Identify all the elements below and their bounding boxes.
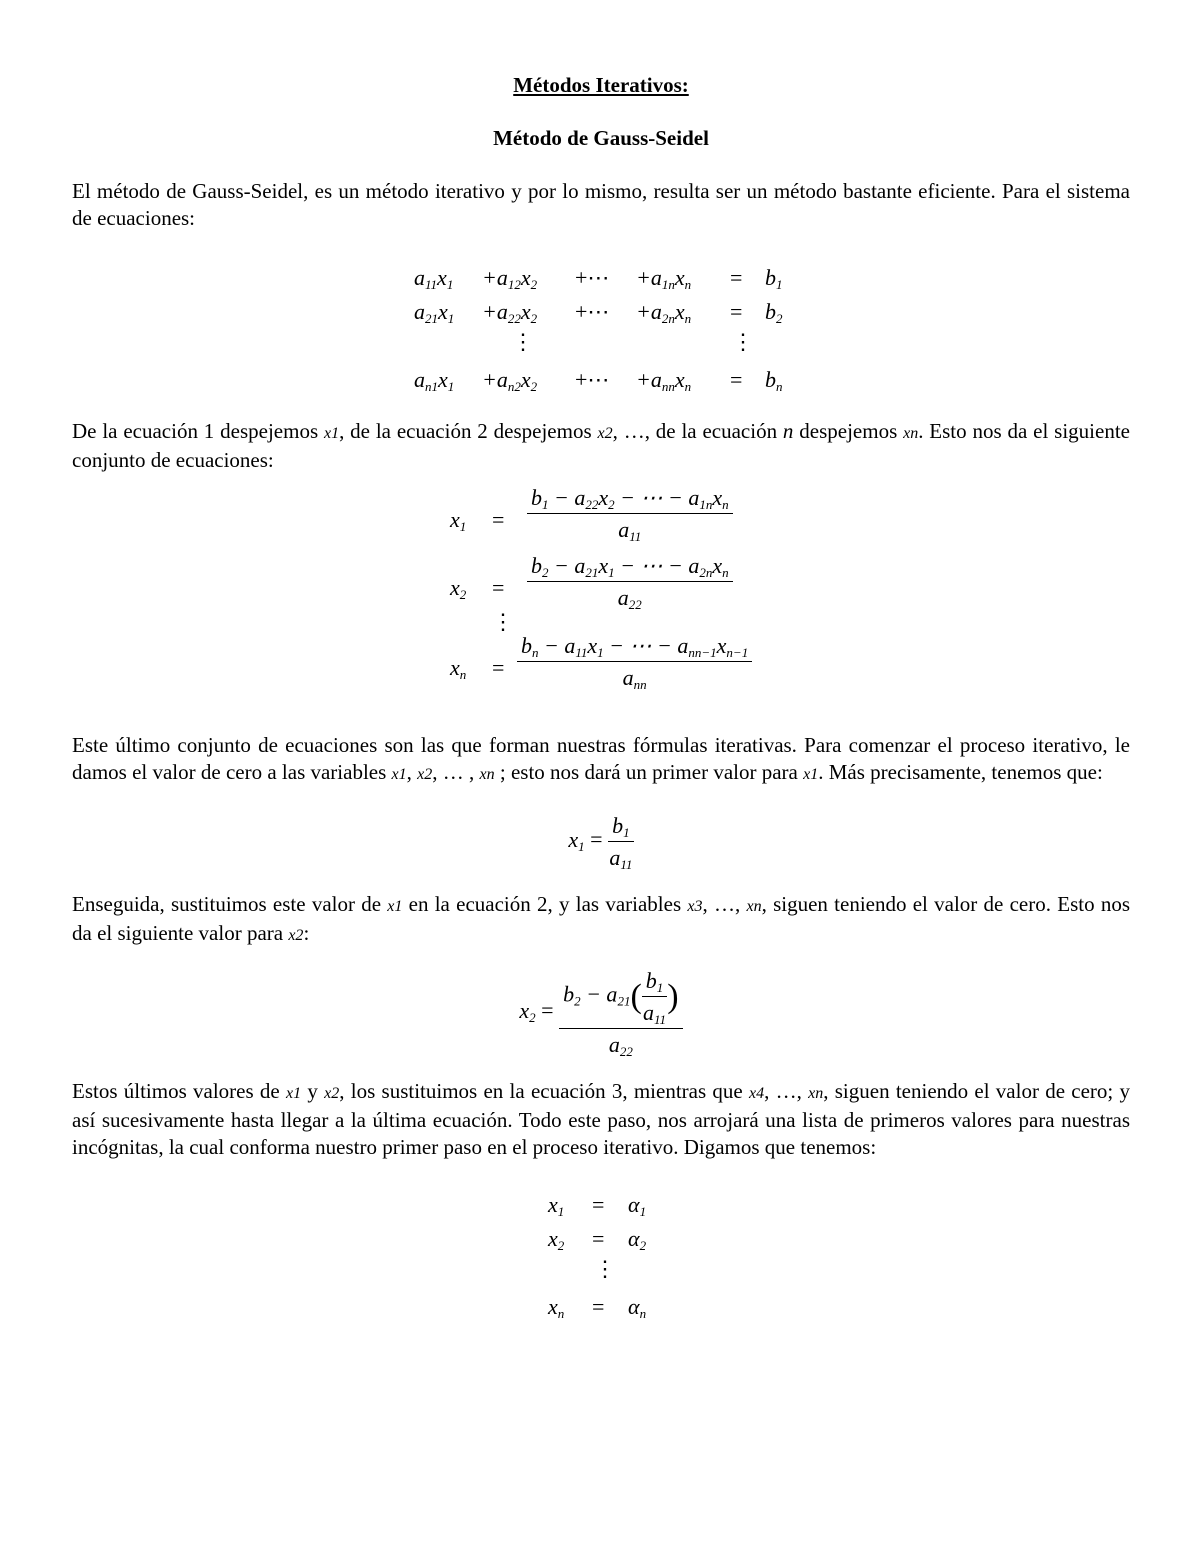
eq-rhs: $b_1$ <box>765 265 783 292</box>
eq-term: +⋯ <box>575 299 610 324</box>
formula-x1: $\frac{b_1 - a_{22}x_2 - \cdots - a_{1n}x_n}{a_{11}}$ <box>527 484 733 543</box>
formula-lhs: $x_n$ <box>450 655 467 682</box>
document-title: Métodos Iterativos: <box>513 73 689 97</box>
paragraph-iterativas: Este último conjunto de ecuaciones son las que forman nuestras fórmulas iterativas. Para comenzar el proceso iterativo, le damos el valor de cero a las variables x1, x2, … , xn ; esto nos dará un primer valor para x1. Más precisamente, tenemos que: <box>72 733 1130 784</box>
linear-system <box>72 256 1130 396</box>
eq-term: +⋯ <box>575 367 610 392</box>
eq-term: $+a_{nn}x_n$ <box>636 367 692 394</box>
eq-term: $+a_{1n}x_n$ <box>636 265 692 292</box>
eq-term: $+a_{22}x_2$ <box>482 299 538 326</box>
formula-lhs: $x_2$ <box>450 575 467 602</box>
formula-x1-initial: $x_1$ = $\frac{b_1}{a_{11}}$ <box>568 813 633 872</box>
formula-lhs: $x_1$ <box>450 507 467 534</box>
eq-rhs: $b_n$ <box>765 367 783 394</box>
first-iteration-values: $x_1$ = $\alpha_1$ $x_2$ = $\alpha_2$ ⋮ $x_n$ = $\alpha_n$ <box>548 1192 647 1321</box>
eq-equals: = <box>730 265 743 290</box>
vdots: ⋮ <box>492 609 514 634</box>
formula-x2-initial: $x_2$ = $b_2 - a_{21}$( $\frac{b_1}{a_{11}}$ ) $a_{22}$ <box>72 967 1130 1058</box>
intro-paragraph: El método de Gauss-Seidel, es un método iterativo y por lo mismo, resulta ser un método bastante eficiente. Para el sistema de ecuaciones: <box>72 179 1130 230</box>
vdots: ⋮ <box>732 329 754 354</box>
eq-term: $+a_{n2}x_2$ <box>482 367 538 394</box>
eq-term: $+a_{2n}x_n$ <box>636 299 692 326</box>
eq-rhs: $b_2$ <box>765 299 783 326</box>
formula-xn: $\frac{b_n - a_{11}x_1 - \cdots - a_{nn-1}x_{n-1}}{a_{nn}}$ <box>517 632 752 691</box>
vdots: ⋮ <box>512 329 534 354</box>
paragraph-sustituimos: Enseguida, sustituimos este valor de x1 en la ecuación 2, y las variables x3, …, xn, siguen teniendo el valor de cero. Esto nos da el siguiente valor para x2: <box>72 892 1130 945</box>
eq-term: $a_{21}x_1$ <box>414 299 455 326</box>
paragraph-despejar: De la ecuación 1 despejemos x1, de la ecuación 2 despejemos x2, …, de la ecuación n despejemos xn. Esto nos da el siguiente conjunto de ecuaciones: <box>72 419 1130 472</box>
vdots: ⋮ <box>594 1256 616 1281</box>
eq-term: $a_{n1}x_1$ <box>414 367 455 394</box>
eq-term: $+a_{12}x_2$ <box>482 265 538 292</box>
section-title: Método de Gauss-Seidel <box>493 126 709 150</box>
eq-term: +⋯ <box>575 265 610 290</box>
paragraph-sucesivamente: Estos últimos valores de x1 y x2, los sustituimos en la ecuación 3, mientras que x4, …, xn, siguen teniendo el valor de cero; y así sucesivamente hasta llegar a la última ecuación. Todo este paso, nos arrojará una lista de primeros valores para nuestras incógnitas, la cual conforma nuestro primer paso en el proceso iterativo. Digamos que tenemos: <box>72 1079 1131 1159</box>
formula-x2: $\frac{b_2 - a_{21}x_1 - \cdots - a_{2n}x_n}{a_{22}}$ <box>527 552 733 611</box>
iterative-formulas: $x_1$ = $\frac{b_1 - a_{22}x_2 - \cdots - a_{1n}x_n}{a_{11}}$ $x_2$ = $\frac{b_2 - a_{21}x_1 - \cdots - a_{2n}x_n}{a_{22}}$ ⋮ $x_n$ = $\frac{b_n - a_{11}x_1 - \cdots - a_{nn-1}x_{n-1}}{a_{nn}}$ <box>72 484 1130 708</box>
eq-equals: = <box>730 299 743 324</box>
eq-term: $a_{11}x_1$ <box>414 265 454 292</box>
eq-equals: = <box>730 367 743 392</box>
